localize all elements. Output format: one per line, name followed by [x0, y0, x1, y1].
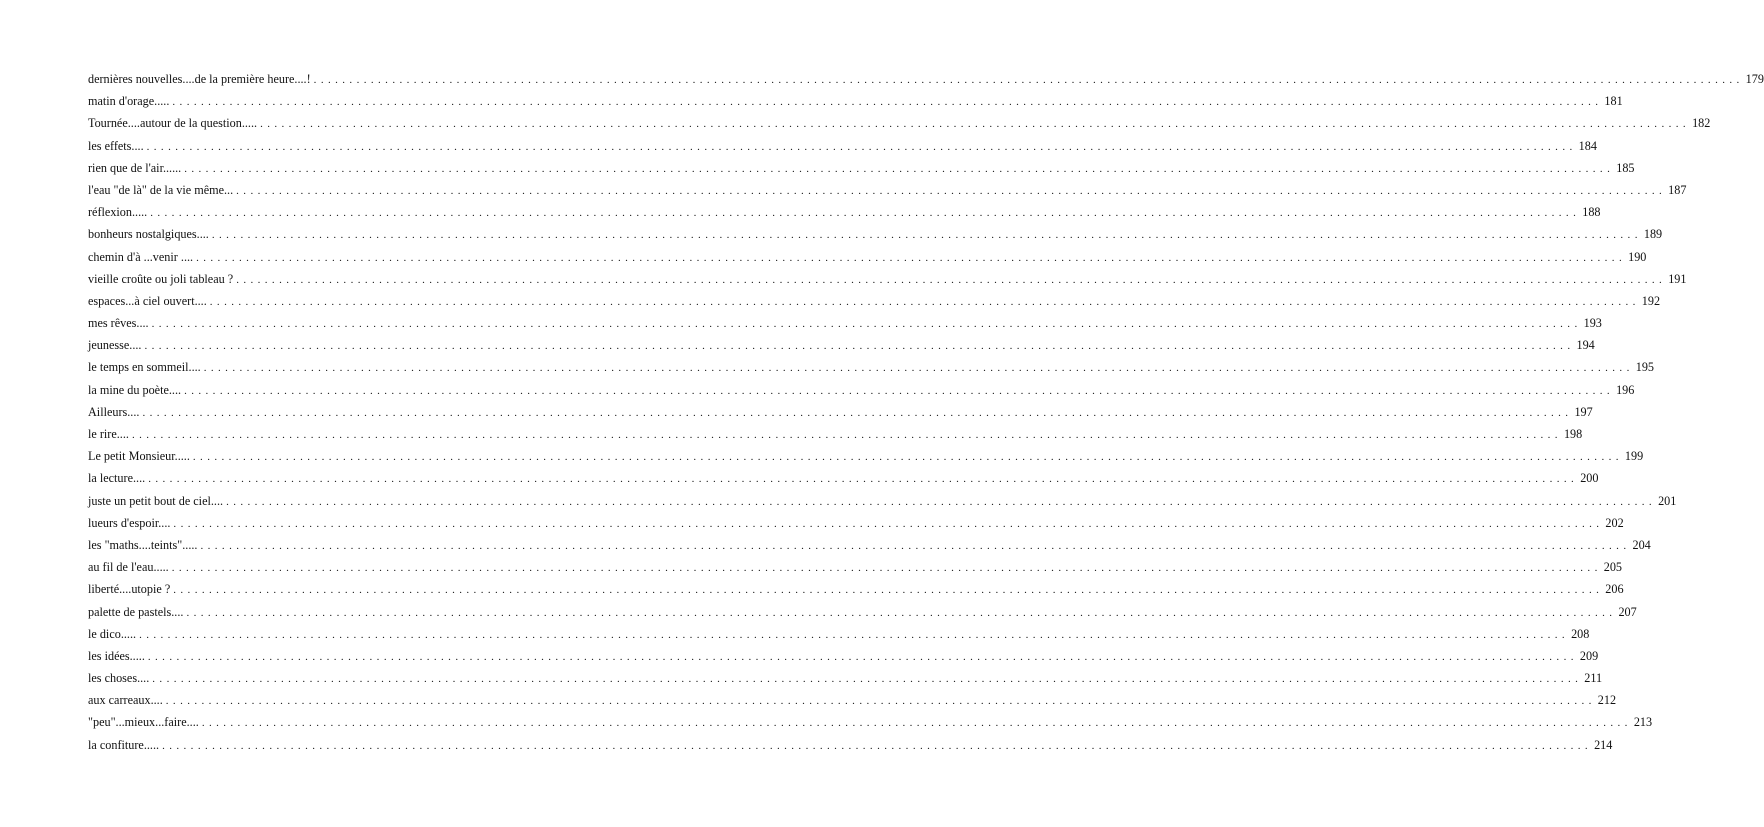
entry-page-number: 181 — [1604, 94, 1623, 109]
dot-leader: ........................................................................................................................................................................................................ — [209, 295, 1640, 308]
entry-page-number: 188 — [1582, 205, 1601, 220]
entry-page-number: 193 — [1583, 316, 1602, 331]
dot-leader: ........................................................................................................................................................................................................ — [201, 717, 1632, 730]
dot-leader: ........................................................................................................................................................................................................ — [152, 673, 1583, 686]
entry-page-number: 191 — [1668, 271, 1687, 286]
dot-leader: ........................................................................................................................................................................................................ — [150, 207, 1581, 220]
entry-page-number: 197 — [1574, 404, 1593, 419]
dot-leader: ........................................................................................................................................................................................................ — [171, 562, 1602, 575]
entry-title: les "maths....teints"..... — [88, 537, 198, 552]
toc-entry — [88, 379, 1635, 401]
dot-leader: ........................................................................................................................................................................................................ — [184, 162, 1615, 175]
entry-page-number: 207 — [1618, 604, 1637, 619]
entry-page-number: 198 — [1563, 427, 1583, 441]
entry-page-number: 199 — [1624, 449, 1644, 464]
dot-leader: ........................................................................................................................................................................................................ — [173, 517, 1604, 530]
entry-page-number: 204 — [1632, 537, 1651, 552]
dot-leader: ........................................................................................................................................................................................................ — [196, 251, 1627, 264]
toc-entry — [88, 734, 1613, 756]
dot-leader: ........................................................................................................................................................................................................ — [260, 118, 1691, 131]
entry-page-number: 195 — [1635, 360, 1654, 375]
toc-entry — [88, 689, 1617, 711]
entry-page-number: 187 — [1668, 182, 1687, 197]
toc-entry — [88, 667, 1603, 689]
dot-leader: ........................................................................................................................................................................................................ — [151, 318, 1582, 331]
entry-title: matin d'orage..... — [88, 94, 170, 109]
toc-entry — [88, 711, 1653, 733]
toc-entry — [88, 578, 1624, 600]
entry-title: le rire.... — [88, 427, 129, 441]
toc-entry — [88, 68, 1764, 90]
entry-title: palette de pastels.... — [88, 604, 184, 619]
entry-page-number: 211 — [1584, 671, 1603, 686]
dot-leader: ........................................................................................................................................................................................................ — [226, 495, 1657, 508]
dot-leader: ........................................................................................................................................................................................................ — [184, 384, 1615, 397]
dot-leader: ........................................................................................................................................................................................................ — [144, 340, 1575, 353]
entry-title: la mine du poète.... — [88, 382, 182, 397]
dot-leader: ........................................................................................................................................................................................................ — [211, 229, 1642, 242]
dot-leader: ........................................................................................................................................................................................................ — [147, 650, 1578, 663]
entry-title: jeunesse.... — [88, 338, 142, 353]
entry-page-number: 184 — [1578, 138, 1597, 153]
dot-leader: ........................................................................................................................................................................................................ — [172, 96, 1603, 109]
entry-page-number: 200 — [1580, 471, 1599, 486]
toc-entry — [88, 512, 1624, 534]
dot-leader: ........................................................................................................................................................................................................ — [200, 539, 1631, 552]
toc-entry — [88, 246, 1647, 268]
dot-leader: ........................................................................................................................................................................................................ — [186, 606, 1617, 619]
entry-title: espaces...à ciel ouvert.... — [88, 293, 207, 308]
entry-page-number: 190 — [1628, 249, 1647, 264]
entry-title: l'eau "de là" de la vie même... — [88, 182, 234, 197]
entry-title: bonheurs nostalgiques.... — [88, 227, 209, 242]
dot-leader: ........................................................................................................................................................................................................ — [165, 695, 1596, 708]
entry-title: aux carreaux.... — [88, 693, 163, 708]
entry-title: la confiture..... — [88, 737, 160, 752]
entry-title: liberté....utopie ? — [88, 582, 171, 597]
toc-entry — [88, 290, 1661, 312]
dot-leader: ........................................................................................................................................................................................................ — [203, 362, 1634, 375]
entry-page-number: 206 — [1605, 582, 1624, 597]
toc-entry — [88, 445, 1644, 467]
toc-entry — [88, 223, 1663, 245]
table-of-contents — [88, 68, 1764, 756]
dot-leader: ........................................................................................................................................................................................................ — [313, 74, 1744, 86]
entry-title: chemin d'à ...venir .... — [88, 249, 194, 264]
entry-page-number: 196 — [1616, 382, 1635, 397]
toc-entry — [88, 135, 1597, 157]
toc-entry — [88, 334, 1595, 356]
entry-title: dernières nouvelles....de la première heure....! — [88, 72, 311, 86]
entry-page-number: 214 — [1594, 737, 1613, 752]
entry-page-number: 179 — [1745, 72, 1764, 86]
entry-title: rien que de l'air...... — [88, 160, 182, 175]
toc-entry — [88, 401, 1593, 423]
entry-title: les idées..... — [88, 648, 145, 663]
entry-page-number: 205 — [1603, 560, 1622, 575]
dot-leader: ........................................................................................................................................................................................................ — [146, 140, 1577, 153]
dot-leader: ........................................................................................................................................................................................................ — [142, 406, 1573, 419]
dot-leader: ........................................................................................................................................................................................................ — [162, 739, 1593, 752]
entry-page-number: 212 — [1597, 693, 1617, 708]
entry-title: les choses.... — [88, 671, 150, 686]
dot-leader: ........................................................................................................................................................................................................ — [173, 584, 1604, 597]
toc-entry — [88, 179, 1687, 201]
entry-title: la lecture.... — [88, 471, 146, 486]
entry-page-number: 192 — [1641, 293, 1661, 308]
entry-title: "peu"...mieux...faire.... — [88, 715, 199, 730]
toc-entry — [88, 601, 1637, 623]
entry-page-number: 208 — [1571, 626, 1590, 641]
entry-title: au fil de l'eau..... — [88, 560, 169, 575]
entry-title: Le petit Monsieur..... — [88, 449, 190, 464]
entry-title: le temps en sommeil.... — [88, 360, 201, 375]
toc-entry — [88, 157, 1635, 179]
entry-title: le dico..... — [88, 626, 137, 641]
toc-entry — [88, 556, 1622, 578]
toc-entry — [88, 623, 1590, 645]
entry-title: les effets.... — [88, 138, 144, 153]
entry-title: lueurs d'espoir.... — [88, 515, 171, 530]
entry-title: Tournée....autour de la question..... — [88, 116, 258, 131]
entry-page-number: 194 — [1576, 338, 1595, 353]
entry-title: réflexion..... — [88, 205, 148, 220]
toc-entry — [88, 112, 1711, 134]
toc-entry — [88, 467, 1599, 489]
toc-entry — [88, 201, 1601, 223]
entry-page-number: 201 — [1658, 493, 1677, 508]
entry-page-number: 213 — [1633, 715, 1653, 730]
toc-entry — [88, 90, 1623, 112]
entry-title: vieille croûte ou joli tableau ? — [88, 271, 234, 286]
dot-leader: ........................................................................................................................................................................................................ — [236, 184, 1667, 197]
entry-title: Ailleurs.... — [88, 404, 140, 419]
dot-leader: ........................................................................................................................................................................................................ — [139, 628, 1570, 641]
entry-page-number: 189 — [1643, 227, 1663, 242]
entry-page-number: 182 — [1692, 116, 1711, 131]
entry-title: juste un petit bout de ciel.... — [88, 493, 224, 508]
dot-leader: ........................................................................................................................................................................................................ — [236, 273, 1667, 286]
toc-entry — [88, 645, 1599, 667]
entry-title: mes rêves.... — [88, 316, 149, 331]
toc-entry — [88, 423, 1583, 445]
dot-leader: ........................................................................................................................................................................................................ — [131, 429, 1562, 441]
entry-page-number: 185 — [1616, 160, 1635, 175]
toc-entry — [88, 356, 1654, 378]
toc-entry — [88, 534, 1651, 556]
entry-page-number: 209 — [1579, 648, 1599, 663]
toc-entry — [88, 268, 1687, 290]
dot-leader: ........................................................................................................................................................................................................ — [148, 473, 1579, 486]
entry-page-number: 202 — [1605, 515, 1624, 530]
toc-entry — [88, 312, 1602, 334]
dot-leader: ........................................................................................................................................................................................................ — [192, 451, 1623, 464]
toc-entry — [88, 490, 1677, 512]
